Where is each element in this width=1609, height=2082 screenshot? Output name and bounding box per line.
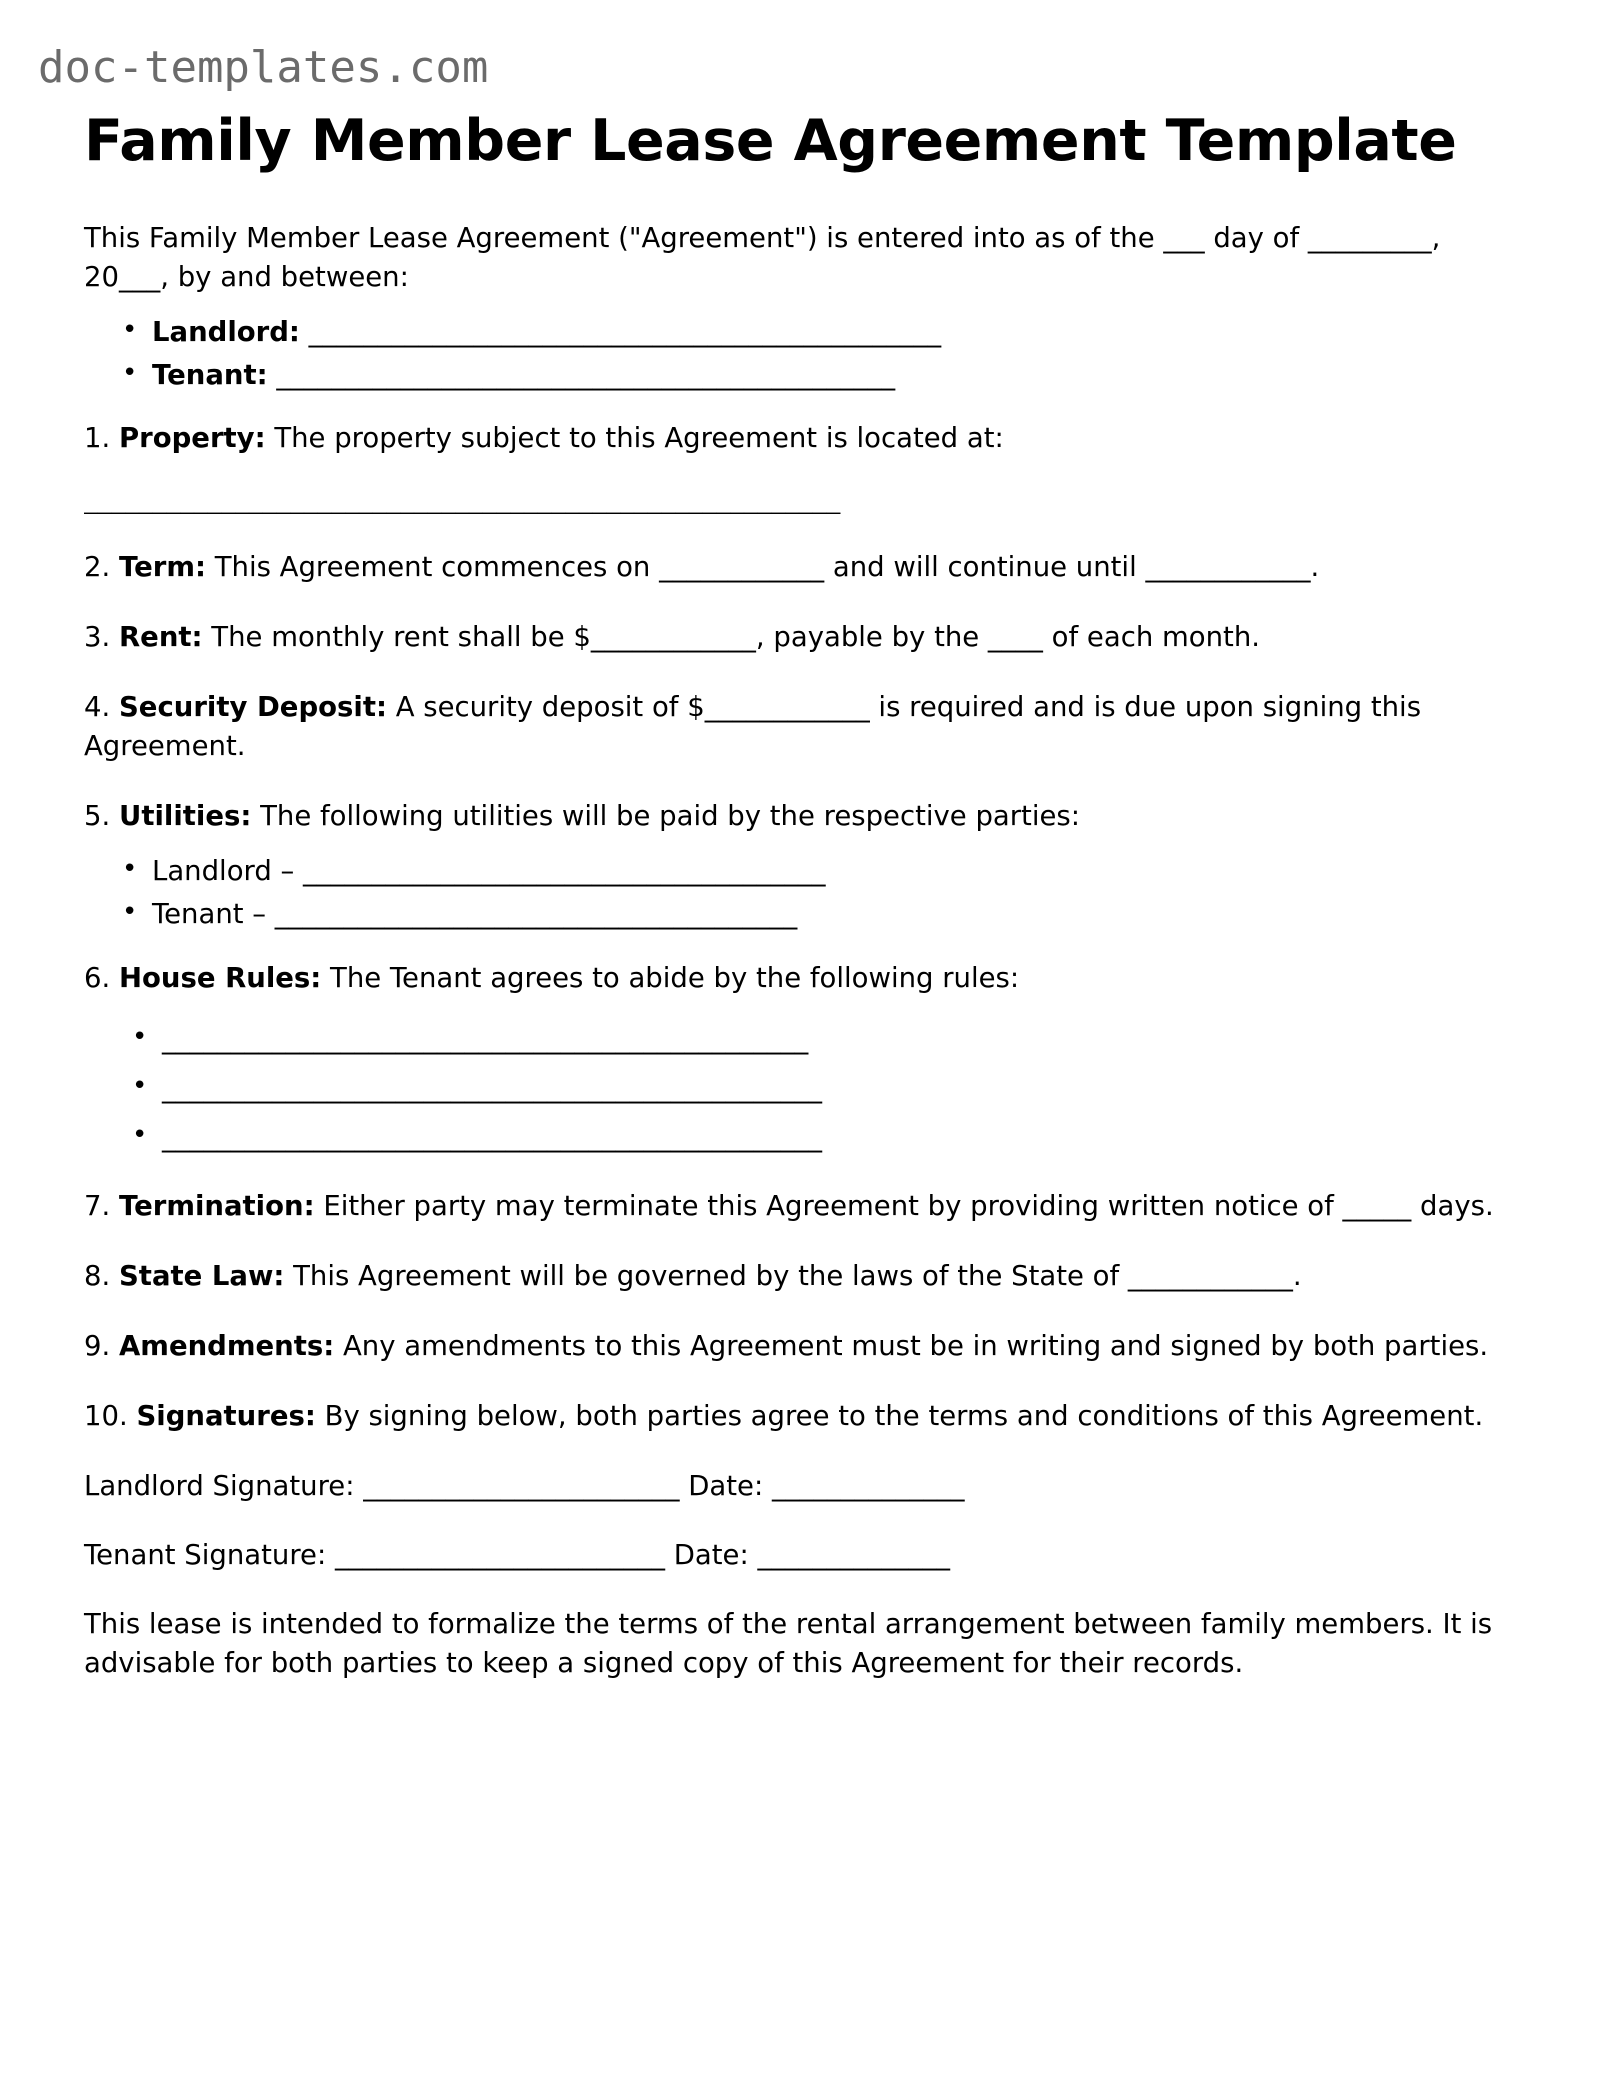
intro-paragraph: This Family Member Lease Agreement ("Agreement") is entered into as of the ___ day of _________, 20___, by and between: [84, 221, 1441, 293]
section-text-4: A security deposit of $____________ is required and is due upon signing this Agreement. [84, 691, 1422, 763]
section-number-1: 1. [84, 421, 111, 454]
section-heading-3: Rent: [119, 621, 203, 654]
list-item[interactable]: • ________________________________________________ [132, 1069, 1502, 1108]
list-item[interactable]: • Landlord – ______________________________________ [122, 852, 1502, 891]
section-number-3: 3. [84, 621, 111, 654]
section-text-8: This Agreement will be governed by the laws of the State of ____________. [284, 1259, 1302, 1292]
tenant-signature-label: Tenant Signature: [84, 1538, 327, 1571]
list-item-landlord [122, 313, 1502, 352]
section-heading-4: Security Deposit: [119, 691, 387, 724]
section-number-8: 8. [84, 1259, 111, 1292]
section-10-signatures [84, 1397, 1502, 1436]
section-text-10: By signing below, both parties agree to the terms and conditions of this Agreement. [315, 1399, 1484, 1432]
section-8-state-law [84, 1257, 1502, 1296]
section-text-2: This Agreement commences on ____________ and will continue until ____________. [205, 551, 1320, 584]
section-number-5: 5. [84, 800, 111, 833]
section-number-9: 9. [84, 1329, 111, 1362]
page-title: Family Member Lease Agreement Template [84, 108, 1457, 174]
section-number-10: 10. [84, 1399, 128, 1432]
party-label-tenant: Tenant: [152, 358, 268, 391]
property-address-blank[interactable]: _______________________________________________________ [84, 483, 841, 515]
landlord-signature-blank[interactable]: _______________________ [354, 1469, 680, 1502]
landlord-date-blank[interactable]: ______________ [763, 1469, 965, 1502]
list-item-tenant [122, 356, 1502, 395]
landlord-signature-row [84, 1467, 1502, 1506]
landlord-signature-label: Landlord Signature: [84, 1469, 355, 1502]
list-item[interactable]: • ________________________________________________ [132, 1118, 1502, 1157]
tenant-signature-row [84, 1536, 1502, 1575]
party-label-landlord: Landlord: [152, 315, 300, 348]
section-9-amendments [84, 1327, 1502, 1366]
section-heading-8: State Law: [119, 1259, 285, 1292]
section-5-utilities [84, 797, 1502, 836]
section-text-3: The monthly rent shall be $____________, payable by the ____ of each month. [202, 621, 1260, 654]
document-body [84, 219, 1502, 1683]
section-heading-10: Signatures: [136, 1399, 316, 1432]
tenant-signature-blank[interactable]: ________________________ [326, 1538, 665, 1571]
document-content [84, 108, 1502, 1683]
closing-paragraph: This lease is intended to formalize the terms of the rental arrangement between family members. It is advisable for both parties to keep a signed copy of this Agreement for their records. [84, 1607, 1493, 1680]
site-watermark: doc-templates.com [38, 42, 489, 93]
section-heading-2: Term: [119, 551, 206, 584]
section-number-6: 6. [84, 961, 111, 994]
section-3-rent [84, 618, 1502, 657]
party-blank-tenant[interactable]: _____________________________________________ [267, 358, 896, 391]
section-heading-7: Termination: [119, 1189, 315, 1222]
section-number-4: 4. [84, 691, 111, 724]
tenant-date-label: Date: [664, 1538, 749, 1571]
section-heading-6: House Rules: [119, 961, 322, 994]
tenant-date-blank[interactable]: ______________ [748, 1538, 950, 1571]
section-text-5: The following utilities will be paid by the respective parties: [251, 800, 1080, 833]
section-2-term [84, 548, 1502, 587]
section-text-9: Any amendments to this Agreement must be in writing and signed by both parties. [334, 1329, 1489, 1362]
section-text-1: The property subject to this Agreement is located at: [265, 421, 1004, 454]
section-text-7: Either party may terminate this Agreement by providing written notice of _____ days. [314, 1189, 1494, 1222]
list-item[interactable]: • Tenant – ______________________________________ [122, 895, 1502, 934]
utilities-list [84, 852, 1502, 934]
party-blank-landlord[interactable]: ______________________________________________ [299, 315, 942, 348]
section-7-termination [84, 1187, 1502, 1226]
section-heading-5: Utilities: [119, 800, 252, 833]
section-heading-9: Amendments: [119, 1329, 335, 1362]
section-1-property [84, 419, 1502, 458]
section-6-house-rules [84, 959, 1502, 998]
section-number-7: 7. [84, 1189, 111, 1222]
section-number-2: 2. [84, 551, 111, 584]
house-rules-list [84, 1020, 1502, 1157]
section-text-6: The Tenant agrees to abide by the following rules: [321, 961, 1020, 994]
parties-list [84, 313, 1502, 395]
landlord-date-label: Date: [679, 1469, 764, 1502]
section-4-security-deposit [84, 688, 1502, 766]
list-item[interactable]: • _______________________________________________ [132, 1020, 1502, 1059]
section-heading-1: Property: [119, 421, 266, 454]
